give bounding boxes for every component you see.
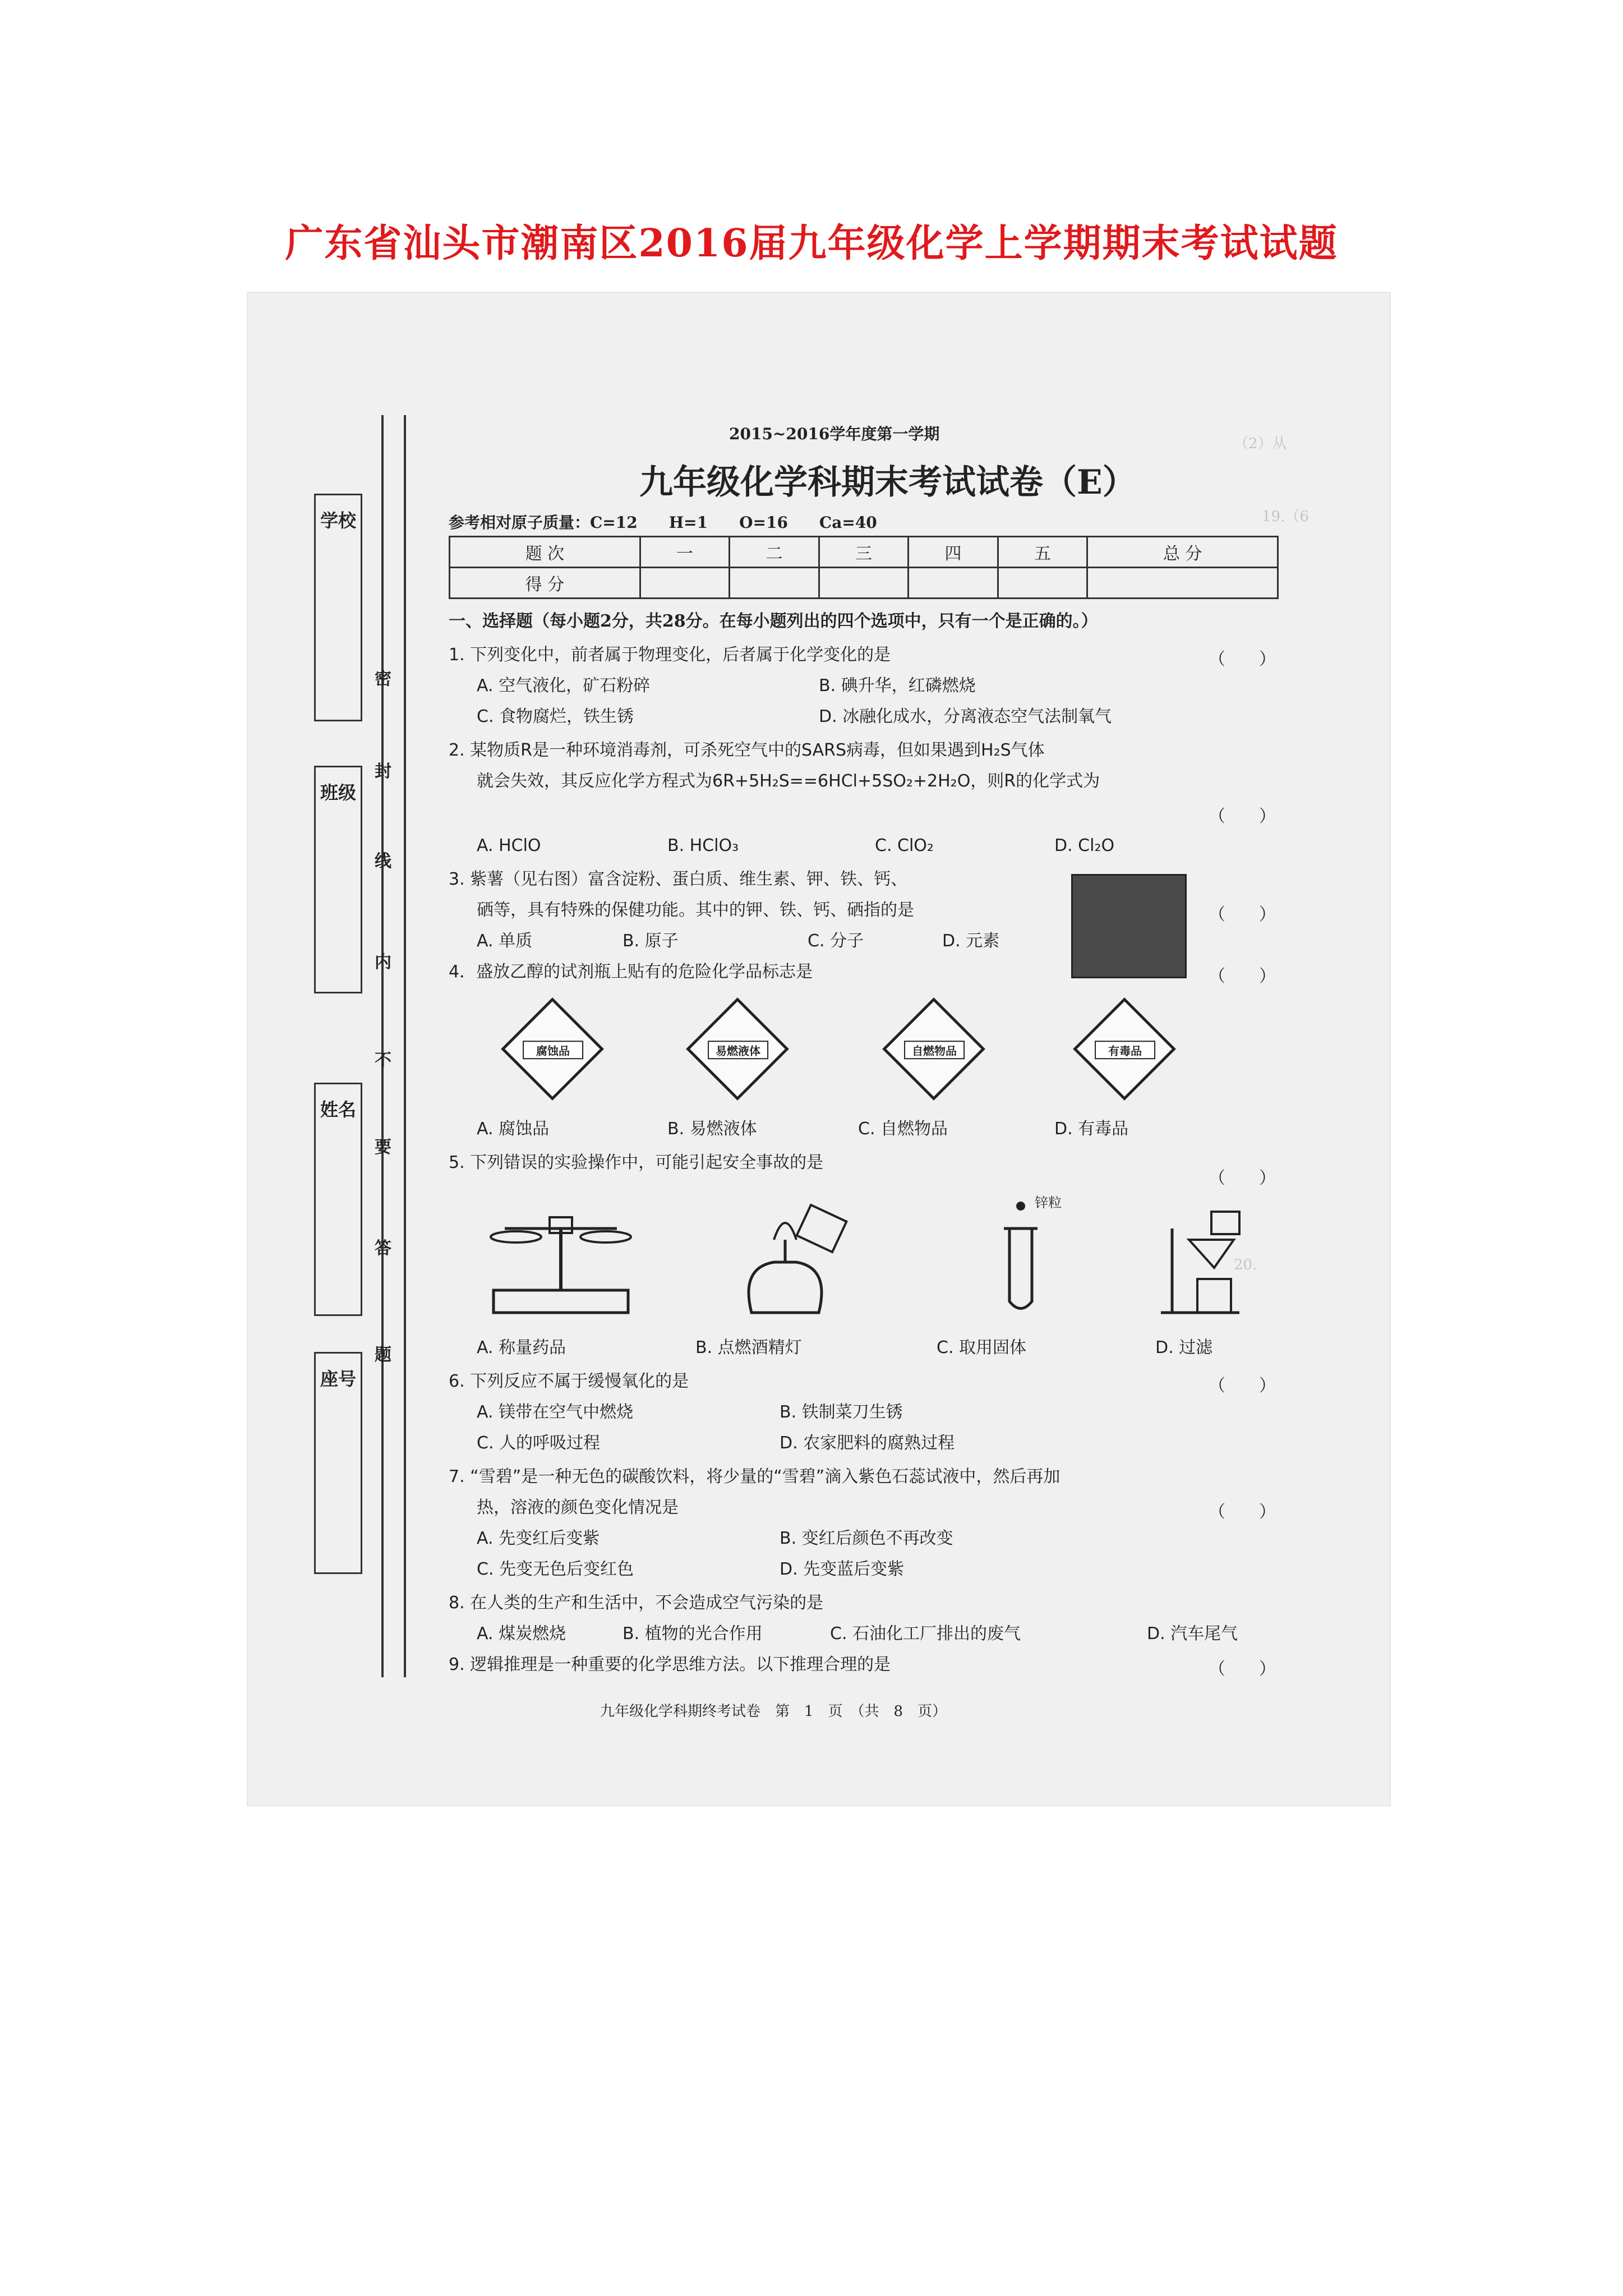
score-cell (640, 568, 730, 599)
option: B. 碘升华，红磷燃烧 (819, 676, 976, 696)
option: B. HClO₃ (667, 836, 739, 855)
score-cell: 四 (909, 537, 998, 568)
option: D. Cl₂O (1054, 836, 1115, 855)
answer-blank: （ ） (1209, 807, 1276, 826)
answer-blank: （ ） (1209, 1168, 1276, 1188)
document-title: 广东省汕头市潮南区2016届九年级化学上学期期末考试试题 (285, 221, 1338, 266)
option: A. 单质 (477, 931, 533, 951)
sign-label: 自燃物品 (904, 1041, 965, 1059)
score-cell: 二 (730, 537, 819, 568)
seal-char: 要 (375, 1138, 391, 1157)
school-box (314, 494, 362, 721)
score-table-score-row (450, 568, 1278, 599)
option: B. 点燃酒精灯 (695, 1338, 802, 1358)
question-stem-cont: 硒等，具有特殊的保健功能。其中的钾、铁、钙、硒指的是 (477, 900, 914, 920)
binding-line-inner (404, 415, 406, 1677)
option: A. 煤炭燃烧 (477, 1624, 566, 1644)
seal-char: 不 (375, 1051, 391, 1070)
seal-char: 内 (375, 953, 391, 972)
score-cell: 三 (819, 537, 909, 568)
score-cell: 五 (998, 537, 1087, 568)
question-stem: 5. 下列错误的实验操作中，可能引起安全事故的是 (449, 1153, 824, 1172)
option: C. 先变无色后变红色 (477, 1559, 634, 1579)
option: A. 腐蚀品 (477, 1119, 550, 1139)
purple-yam-photo (1071, 874, 1187, 978)
section-heading: 一、选择题（每小题2分，共28分。在每小题列出的四个选项中，只有一个是正确的。） (449, 611, 1098, 631)
score-cell (909, 568, 998, 599)
alcohol-lamp-icon (718, 1200, 852, 1318)
bleed-through-text: 19.（6 (1262, 508, 1309, 525)
option: D. 农家肥料的腐熟过程 (780, 1433, 955, 1453)
question-stem: 8. 在人类的生产和生活中，不会造成空气污染的是 (449, 1593, 824, 1613)
option: B. 植物的光合作用 (623, 1624, 763, 1644)
seal-char: 答 (375, 1239, 391, 1258)
class-box (314, 766, 362, 993)
name-label: 姓名 (320, 1099, 356, 1120)
score-cell (730, 568, 819, 599)
answer-blank: （ ） (1209, 967, 1276, 986)
score-cell: 题 次 (450, 537, 640, 568)
option: C. 取用固体 (937, 1338, 1027, 1358)
option: B. 易燃液体 (667, 1119, 757, 1139)
option: B. 铁制菜刀生锈 (780, 1402, 903, 1422)
seat-label: 座号 (320, 1368, 356, 1389)
question-stem: 4．盛放乙醇的试剂瓶上贴有的危险化学品标志是 (449, 962, 813, 982)
seat-box (314, 1352, 362, 1574)
question-stem: 9. 逻辑推理是一种重要的化学思维方法。以下推理合理的是 (449, 1655, 891, 1674)
atomic-masses: 参考相对原子质量：C=12 H=1 O=16 Ca=40 (449, 513, 877, 532)
option: C. ClO₂ (875, 836, 934, 855)
option: D. 过滤 (1155, 1338, 1213, 1358)
score-cell: 总 分 (1087, 537, 1278, 568)
question-stem: 6. 下列反应不属于缓慢氧化的是 (449, 1372, 689, 1391)
answer-blank: （ ） (1209, 905, 1276, 924)
balance-scale-icon (482, 1206, 639, 1318)
score-table (449, 536, 1279, 599)
option: A. 空气液化，矿石粉碎 (477, 676, 651, 696)
test-tube-icon (987, 1195, 1088, 1318)
sign-label: 腐蚀品 (523, 1041, 583, 1059)
exam-title: 九年级化学科期末考试试卷（E） (639, 463, 1136, 502)
option: C. 石油化工厂排出的废气 (830, 1624, 1021, 1644)
option: C. 食物腐烂，铁生锈 (477, 707, 634, 726)
filtration-apparatus-icon (1150, 1206, 1251, 1318)
option: C. 人的呼吸过程 (477, 1433, 601, 1453)
seal-char: 线 (375, 852, 391, 871)
page-footer: 九年级化学科期终考试卷 第 1 页 （共 8 页） (600, 1703, 947, 1720)
answer-blank: （ ） (1209, 650, 1276, 669)
sign-label: 易燃液体 (708, 1041, 768, 1059)
option: A. 镁带在空气中燃烧 (477, 1402, 634, 1422)
class-label: 班级 (320, 782, 356, 803)
question-stem: 1. 下列变化中，前者属于物理变化，后者属于化学变化的是 (449, 645, 891, 665)
option: D. 汽车尾气 (1147, 1624, 1238, 1644)
exam-term: 2015~2016学年度第一学期 (729, 425, 940, 443)
name-box (314, 1083, 362, 1316)
score-cell: 得 分 (450, 568, 640, 599)
seal-char: 封 (375, 762, 391, 781)
seal-char: 密 (375, 669, 391, 689)
bleed-through-text: 20. (1234, 1257, 1257, 1273)
option: D. 有毒品 (1054, 1119, 1129, 1139)
option: D. 先变蓝后变紫 (780, 1559, 905, 1579)
question-stem: 2. 某物质R是一种环境消毒剂，可杀死空气中的SARS病毒，但如果遇到H₂S气体 (449, 740, 1045, 760)
option: A. HClO (477, 836, 541, 855)
answer-blank: （ ） (1209, 1376, 1276, 1396)
answer-blank: （ ） (1209, 1659, 1276, 1679)
option: B. 变红后颜色不再改变 (780, 1529, 953, 1548)
option: C. 自燃物品 (858, 1119, 948, 1139)
score-cell (998, 568, 1087, 599)
zinc-granule-label: 锌粒 (1035, 1195, 1062, 1211)
question-stem-cont: 热，溶液的颜色变化情况是 (477, 1498, 679, 1517)
school-label: 学校 (320, 510, 356, 531)
sign-label: 有毒品 (1095, 1041, 1155, 1059)
bleed-through-text: （2）从 (1234, 435, 1287, 452)
option: D. 冰融化成水，分离液态空气法制氧气 (819, 707, 1112, 726)
question-stem: 7. “雪碧”是一种无色的碳酸饮料，将少量的“雪碧”滴入紫色石蕊试液中，然后再加 (449, 1467, 1061, 1487)
option: A. 先变红后变紫 (477, 1529, 600, 1548)
score-table-header-row (450, 537, 1278, 568)
question-stem: 3. 紫薯（见右图）富含淀粉、蛋白质、维生素、钾、铁、钙、 (449, 869, 908, 889)
answer-blank: （ ） (1209, 1502, 1276, 1522)
question-stem-cont: 就会失效，其反应化学方程式为6R+5H₂S==6HCl+5SO₂+2H₂O，则R的化学式为 (477, 771, 1100, 791)
option: C. 分子 (808, 931, 864, 951)
score-cell (819, 568, 909, 599)
option: A. 称量药品 (477, 1338, 566, 1358)
option: D. 元素 (942, 931, 1000, 951)
score-cell (1087, 568, 1278, 599)
seal-char: 题 (375, 1345, 391, 1365)
option: B. 原子 (623, 931, 679, 951)
score-cell: 一 (640, 537, 730, 568)
